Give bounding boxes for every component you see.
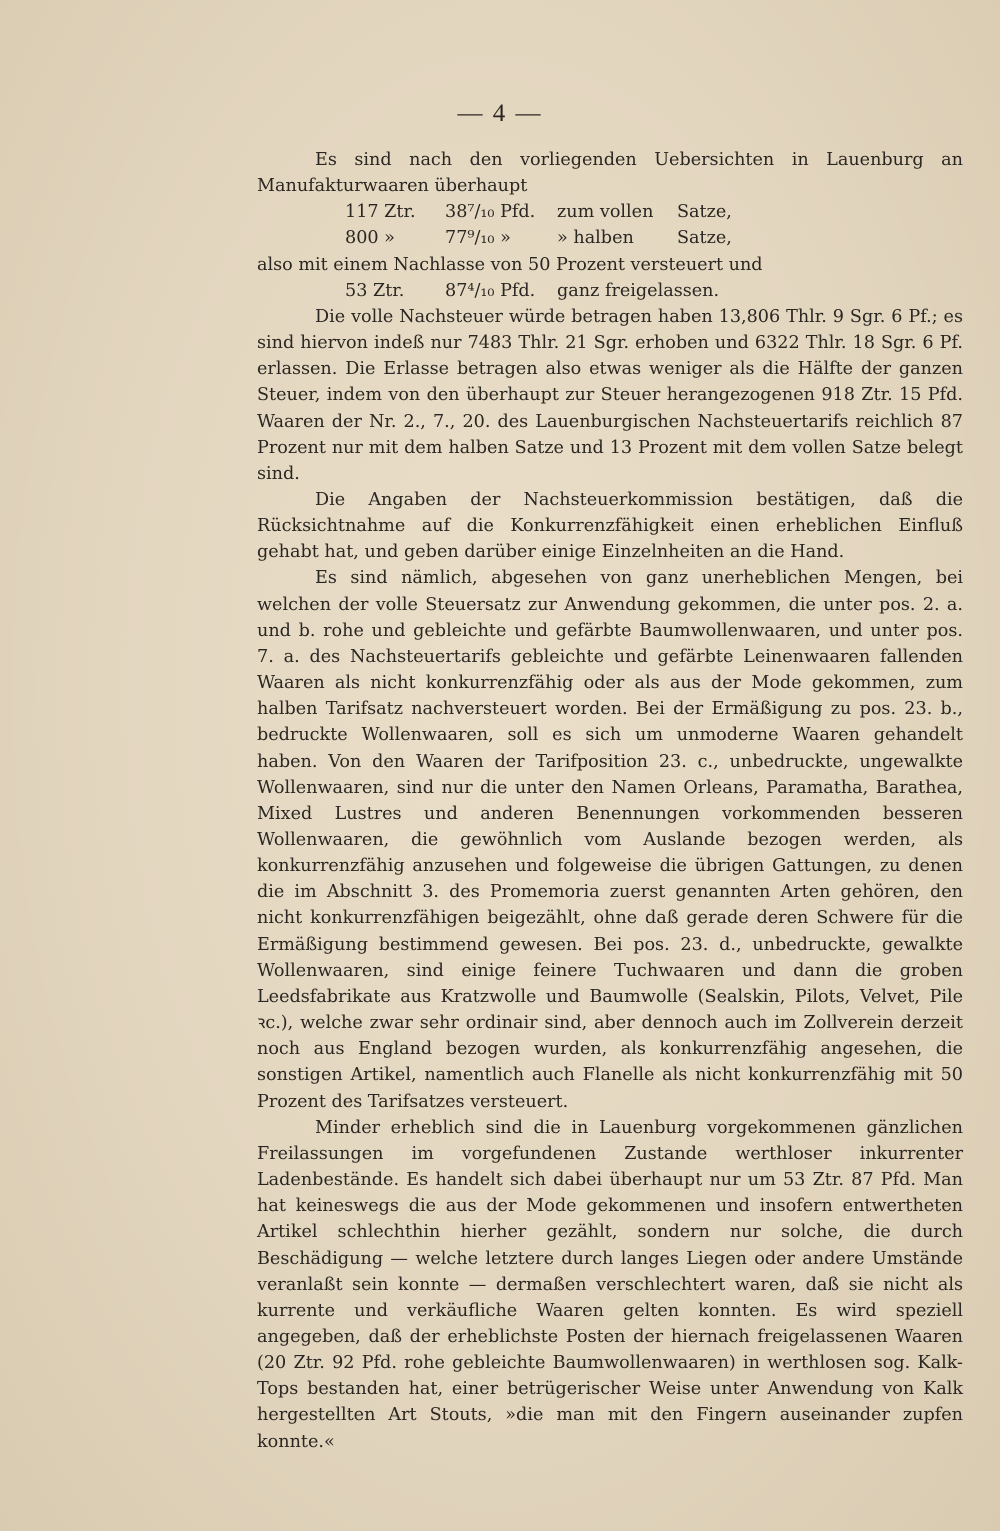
rate-cell: ganz freigelassen. [557,280,720,301]
page-number: — 4 — [457,100,543,127]
paragraph-nachlass: also mit einem Nachlasse von 50 Prozent versteuert und [257,254,763,275]
amount-cell: 800 » [345,228,395,249]
fraction-cell: 87⁴/₁₀ Pfd. [445,280,536,301]
paragraph-freilassungen: Minder erheblich sind die in Lauenburg vorgekommenen gänzlichen Freilassungen im vorgefundenen Zustande werthloser inkurrenter Ladenbestände. Es handelt sich dabei überhaupt nur um 53 Ztr. 87 Pfd. Man hat keineswegs die aus der Mode gekommenen und insofern entwertheten Artikel schlechthin hierher gezählt, sondern nur solche, die durch Beschädigung — welche letztere durch langes Liegen oder andere Umstände veranlaßt sein konnte — dermaßen verschlechtert waren, daß sie nicht als kurrente und verkäufliche Waaren gelten konnten. Es wird speziell angegeben, daß der erheblichste Posten der hiernach freigelassenen Waaren (20 Ztr. 92 Pfd. rohe gebleichte Baumwollenwaaren) in werthlosen sog. Kalk-Tops bestanden hat, einer betrügerischer Weise unter Anwendung von Kalk hergestellten Art Stouts, »die man mit den Fingern auseinander zupfen konnte.« [257,1117,963,1452]
amount-cell: 117 Ztr. [345,202,416,223]
table-row [257,199,963,225]
fraction-cell: 77⁹/₁₀ » [445,228,511,249]
what-cell: Satze, [677,202,732,223]
paragraph-angaben: Die Angaben der Nachsteuerkommission bestätigen, daß die Rücksichtnahme auf die Konkurrenzfähigkeit einen erheblichen Einfluß gehabt hat, und geben darüber einige Einzelnheiten an die Hand. [257,489,963,563]
rate-cell: zum vollen [557,202,654,223]
what-cell: Satze, [677,228,732,249]
quantity-table [257,199,963,251]
paragraph-intro: Es sind nach den vorliegenden Uebersichten in Lauenburg an Manufakturwaaren überhaupt [257,150,963,197]
table-row [257,225,963,251]
table-row [257,278,963,304]
amount-cell: 53 Ztr. [345,280,405,301]
paragraph-nachsteuer: Die volle Nachsteuer würde betragen haben 13,806 Thlr. 9 Sgr. 6 Pf.; es sind hiervon indeß nur 7483 Thlr. 21 Sgr. erhoben und 6322 Thlr. 18 Sgr. 6 Pf. erlassen. Die Erlasse betragen also etwas weniger als die Hälfte der ganzen Steuer, indem von den überhaupt zur Steuer herangezogenen 918 Ztr. 15 Pfd. Waaren der Nr. 2., 7., 20. des Lauenburgischen Nachsteuertarifs reichlich 87 Prozent nur mit dem halben Satze und 13 Prozent mit dem vollen Satze belegt sind. [257,306,963,484]
fraction-cell: 38⁷/₁₀ Pfd. [445,202,536,223]
paragraph-naemlich: Es sind nämlich, abgesehen von ganz unerheblichen Mengen, bei welchen der volle Steuersatz zur Anwendung gekommen, die unter pos. 2. a. und b. rohe und gebleichte und gefärbte Baumwollenwaaren, und unter pos. 7. a. des Nachsteuertarifs gebleichte und gefärbte Leinenwaaren fallenden Waaren als nicht konkurrenzfähig oder als aus der Mode gekommen, zum halben Tarifsatz nachversteuert worden. Bei der Ermäßigung zu pos. 23. b., bedruckte Wollenwaaren, soll es sich um unmoderne Waaren gehandelt haben. Von den Waaren der Tarifposition 23. c., unbedruckte, ungewalkte Wollenwaaren, sind nur die unter den Namen Orleans, Paramatha, Barathea, Mixed Lustres und anderen Benennungen vorkommenden besseren Wollenwaaren, die gewöhnlich vom Auslande bezogen werden, als konkurrenzfähig anzusehen und folgeweise die übrigen Gattungen, zu denen die im Abschnitt 3. des Promemoria zuerst genannten Arten gehören, den nicht konkurrenzfähigen beigezählt, ohne daß gerade deren Schwere für die Ermäßigung bestimmend gewesen. Bei pos. 23. d., unbedruckte, gewalkte Wollenwaaren, sind einige feinere Tuchwaaren und dann die groben Leedsfabrikate aus Kratzwolle und Baumwolle (Sealskin, Pilots, Velvet, Pile ꝛc.), welche zwar sehr ordinair sind, aber dennoch auch im Zollverein derzeit noch aus England bezogen wurden, als konkurrenzfähig angesehen, die sonstigen Artikel, namentlich auch Flanelle als nicht konkurrenzfähig mit 50 Prozent des Tarifsatzes versteuert. [257,568,963,1112]
rate-cell: » halben [557,228,634,249]
body-text [257,147,963,1455]
